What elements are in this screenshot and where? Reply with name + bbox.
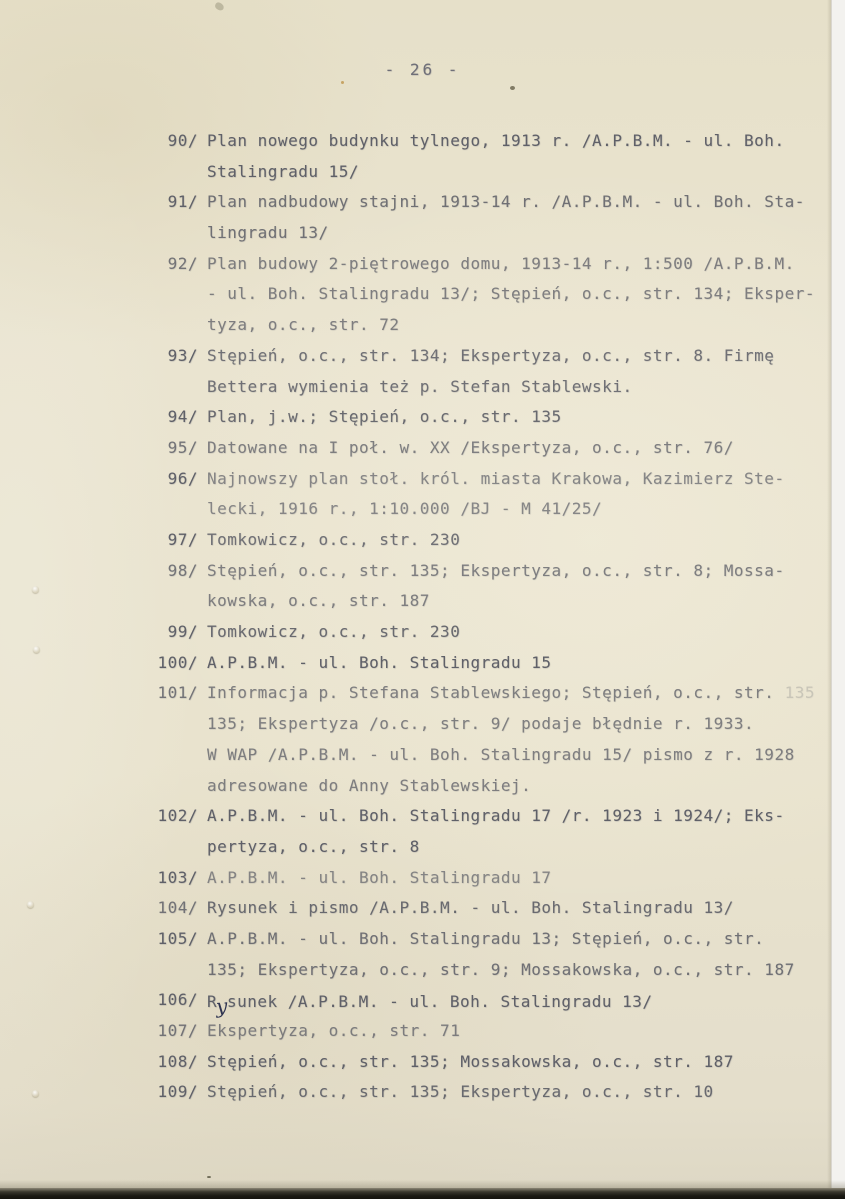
entry-text-line: Rysunek i pismo /A.P.B.M. - ul. Boh. Stalingradu 13/ [207, 898, 734, 918]
entry-text-line: adresowane do Anny Stablewskiej. [207, 775, 532, 795]
footnote-entry [154, 985, 844, 1019]
entry-number: 97/ [167, 529, 198, 549]
footnote-entries-list [154, 126, 844, 1108]
entry-number: 107/ [157, 1021, 198, 1041]
entry-text-line [207, 678, 815, 709]
entry-text-line: tyza, o.c., str. 72 [207, 315, 400, 335]
entry-number: 95/ [167, 437, 198, 457]
footnote-entry [154, 187, 844, 248]
entry-number: 93/ [167, 345, 198, 365]
entry-text-line: A.P.B.M. - ul. Boh. Stalingradu 17 /r. 1923 i 1924/; Eks- [207, 806, 785, 826]
entry-number: 91/ [167, 192, 198, 212]
entry-number: 104/ [157, 898, 198, 918]
entry-text [207, 1047, 734, 1078]
entry-text-line: Stępień, o.c., str. 135; Mossakowska, o.c., str. 187 [207, 1051, 734, 1071]
entry-text-line: Stępień, o.c., str. 135; Ekspertyza, o.c., str. 10 [207, 1082, 714, 1102]
footnote-entry [154, 924, 844, 985]
entry-text-line: Bettera wymienia też p. Stefan Stablewski. [207, 376, 633, 396]
footnote-entry [154, 801, 844, 862]
entry-number: 105/ [157, 928, 198, 948]
faded-text-segment: 135 [784, 683, 815, 703]
entry-number: 99/ [167, 622, 198, 642]
footnote-entry [154, 617, 844, 648]
footnote-entry [154, 433, 844, 464]
footnote-entry [154, 1077, 844, 1108]
footnote-entry [154, 402, 844, 433]
footnote-entry [154, 249, 844, 341]
paper-speck [510, 86, 515, 90]
entry-number: 108/ [157, 1051, 198, 1071]
entry-text [207, 648, 552, 679]
entry-text [207, 985, 653, 1019]
entry-text-line: Datowane na I poł. w. XX /Ekspertyza, o.c., str. 76/ [207, 437, 734, 457]
footnote-entry [154, 863, 844, 894]
footnote-entry [154, 341, 844, 402]
entry-text [207, 924, 795, 985]
entry-number: 106/ [157, 990, 198, 1010]
entry-number: 92/ [167, 253, 198, 273]
entry-number: 102/ [157, 806, 198, 826]
footnote-entry [154, 556, 844, 617]
entry-text-line: Plan budowy 2-piętrowego domu, 1913-14 r., 1:500 /A.P.B.M. [207, 253, 795, 273]
entry-text-line: A.P.B.M. - ul. Boh. Stalingradu 13; Stępień, o.c., str. [207, 928, 765, 948]
entry-text-line: 135; Ekspertyza /o.c., str. 9/ podaje błędnie r. 1933. [207, 714, 755, 734]
paper-bottom-edge-shadow [0, 1180, 845, 1188]
entry-text-line: Stępień, o.c., str. 134; Ekspertyza, o.c., str. 8. Firmę [207, 345, 775, 365]
entry-text [207, 1077, 714, 1108]
entry-text [207, 1016, 460, 1047]
entry-text-line: A.P.B.M. - ul. Boh. Stalingradu 15 [207, 652, 552, 672]
entry-text-line: 135; Ekspertyza, o.c., str. 9; Mossakowska, o.c., str. 187 [207, 959, 795, 979]
entry-text [207, 863, 552, 894]
entry-text-line: Plan nowego budynku tylnego, 1913 r. /A.P.B.M. - ul. Boh. [207, 131, 785, 150]
entry-text [207, 525, 460, 556]
entry-text [207, 341, 774, 402]
entry-text [207, 126, 785, 187]
entry-number: 103/ [157, 867, 198, 887]
footnote-entry [154, 678, 844, 801]
paper-speck [214, 1, 225, 11]
entry-text [207, 187, 805, 248]
entry-text-line [207, 985, 653, 1019]
entry-text [207, 893, 734, 924]
entry-text [207, 433, 734, 464]
entry-text-line: Stalingradu 15/ [207, 161, 359, 181]
pinhole-mark [33, 646, 40, 653]
footnote-entry [154, 648, 844, 679]
scanner-background-strip [831, 0, 845, 1199]
page-number: - 26 - [384, 60, 461, 79]
entry-text [207, 617, 460, 648]
footnote-entry [154, 893, 844, 924]
entry-text-line: pertyza, o.c., str. 8 [207, 836, 420, 856]
text-segment: sunek /A.P.B.M. - ul. Boh. Stalingradu 13/ [226, 992, 653, 1012]
footnote-entry [154, 464, 844, 525]
entry-text-line: lecki, 1916 r., 1:10.000 /BJ - M 41/25/ [207, 499, 603, 519]
scan-edge-bottom [0, 1188, 845, 1199]
entry-text [207, 402, 562, 433]
paper-speck [341, 81, 344, 84]
entry-text-line: Stępień, o.c., str. 135; Ekspertyza, o.c., str. 8; Mossa- [207, 560, 785, 580]
text-segment: R [207, 992, 218, 1012]
entry-text-line: kowska, o.c., str. 187 [207, 591, 430, 611]
entry-text-line: Najnowszy plan stoł. król. miasta Krakowa, Kazimierz Ste- [207, 468, 785, 488]
entry-number: 96/ [167, 468, 198, 488]
entry-text [207, 678, 815, 801]
footnote-entry [154, 525, 844, 556]
entry-text [207, 249, 815, 341]
entry-text-line: Tomkowicz, o.c., str. 230 [207, 529, 461, 549]
entry-text [207, 556, 785, 617]
entry-number: 109/ [157, 1082, 198, 1102]
pinhole-mark [32, 586, 39, 593]
paper-speck [207, 1176, 211, 1178]
pinhole-mark [32, 1090, 39, 1097]
entry-text [207, 801, 785, 862]
entry-number: 101/ [157, 683, 198, 703]
entry-text-line: Plan nadbudowy stajni, 1913-14 r. /A.P.B.M. - ul. Boh. Sta- [207, 192, 805, 212]
entry-text-line: - ul. Boh. Stalingradu 13/; Stępień, o.c., str. 134; Eksper- [207, 284, 815, 304]
entry-text-line: Ekspertyza, o.c., str. 71 [207, 1021, 461, 1041]
pinhole-mark [27, 901, 34, 908]
entry-number: 90/ [167, 131, 198, 150]
handwritten-correction-letter: y [215, 993, 229, 1019]
entry-text-line: Plan, j.w.; Stępień, o.c., str. 135 [207, 407, 562, 427]
entry-text-line: W WAP /A.P.B.M. - ul. Boh. Stalingradu 15/ pismo z r. 1928 [207, 744, 795, 764]
entry-text-line: lingradu 13/ [207, 223, 329, 243]
footnote-entry [154, 126, 844, 187]
entry-number: 100/ [157, 652, 198, 672]
footnote-entry [154, 1016, 844, 1047]
entry-text-line: A.P.B.M. - ul. Boh. Stalingradu 17 [207, 867, 552, 887]
entry-text [207, 464, 785, 525]
entry-text-line: Tomkowicz, o.c., str. 230 [207, 622, 461, 642]
footnote-entry [154, 1047, 844, 1078]
entry-number: 98/ [167, 560, 198, 580]
entry-number: 94/ [167, 407, 198, 427]
text-segment: Informacja p. Stefana Stablewskiego; Stępień, o.c., str. [207, 683, 785, 703]
